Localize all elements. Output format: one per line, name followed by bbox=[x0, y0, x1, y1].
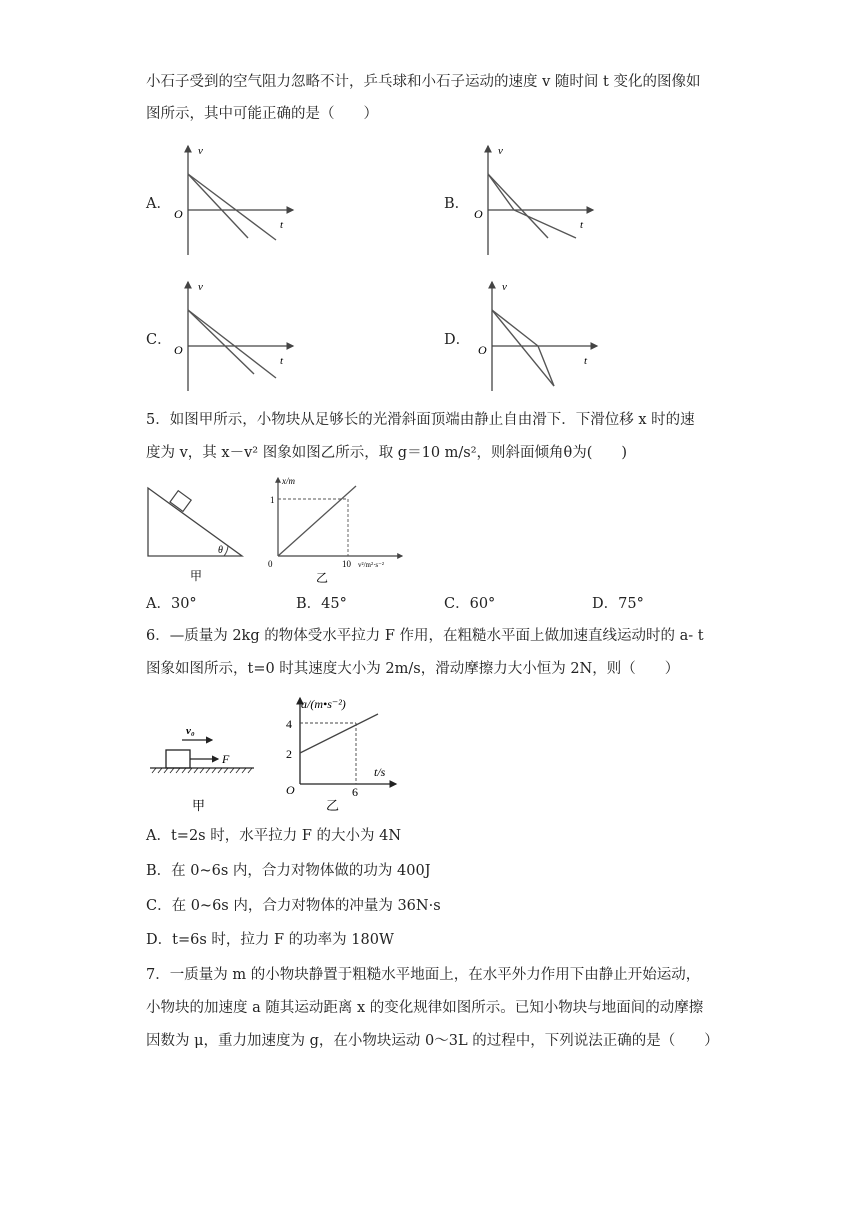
q4-graph-d bbox=[472, 276, 602, 396]
origin-label: O bbox=[474, 207, 483, 221]
data-line bbox=[278, 486, 356, 556]
v-axis-label: v bbox=[498, 145, 503, 157]
t-axis-label: t bbox=[280, 355, 284, 367]
incline-triangle bbox=[148, 488, 242, 556]
v-axis-label: v bbox=[198, 281, 203, 293]
line-steep bbox=[488, 174, 548, 238]
line-two bbox=[188, 310, 276, 378]
line-one bbox=[188, 310, 254, 374]
q5-text-line1: 5．如图甲所示，小物块从足够长的光滑斜面顶端由静止自由滑下．下滑位移 x 时的速 bbox=[146, 412, 695, 428]
data-line bbox=[300, 714, 378, 753]
fig-jia-label: 甲 bbox=[192, 798, 206, 813]
theta-label: θ bbox=[218, 545, 223, 556]
fig-jia-label: 甲 bbox=[190, 569, 203, 583]
t-axis-label: t bbox=[280, 219, 284, 231]
q6-option-a: A．t=2s 时，水平拉力 F 的大小为 4N bbox=[146, 828, 402, 844]
block bbox=[166, 750, 190, 768]
tick-2: 2 bbox=[286, 747, 292, 761]
v0-label: v₀ bbox=[186, 725, 195, 737]
line-curved bbox=[488, 174, 576, 238]
force-label: F bbox=[222, 752, 230, 766]
q6-at-graph bbox=[280, 690, 400, 818]
v-axis-label: v bbox=[198, 145, 203, 157]
q4-graph-b bbox=[468, 140, 598, 260]
q6-block-figure bbox=[146, 718, 258, 816]
q5-option-d: D．75° bbox=[592, 596, 644, 612]
q7-text-line3: 因数为 μ，重力加速度为 g，在小物块运动 0～3L 的过程中，下列说法正确的是（ ） bbox=[146, 1033, 719, 1049]
origin-label: O bbox=[286, 783, 295, 797]
q5-option-a: A．30° bbox=[146, 596, 197, 612]
q4-option-d-label: D． bbox=[444, 332, 471, 348]
origin-label: O bbox=[174, 207, 183, 221]
q4-graph-c bbox=[168, 276, 298, 396]
fig-yi-label: 乙 bbox=[326, 798, 340, 813]
t-axis-label: t/s bbox=[374, 765, 386, 779]
q7-text-line1: 7．一质量为 m 的小物块静置于粗糙水平地面上，在水平外力作用下由静止开始运动， bbox=[146, 967, 701, 983]
q5-xv2-graph bbox=[262, 472, 412, 587]
q4-graph-a bbox=[168, 140, 298, 260]
q4-text-line2: 图所示，其中可能正确的是（ ） bbox=[146, 106, 378, 122]
ground-hatch bbox=[152, 768, 252, 773]
q6-option-d: D．t=6s 时，拉力 F 的功率为 180W bbox=[146, 932, 394, 948]
q5-option-b: B．45° bbox=[296, 596, 347, 612]
tick-4: 4 bbox=[286, 717, 292, 731]
line-straight bbox=[492, 310, 554, 386]
q6-text-line2: 图象如图所示，t=0 时其速度大小为 2m/s，滑动摩擦力大小恒为 2N，则（ ） bbox=[146, 661, 680, 677]
tick-6: 6 bbox=[352, 785, 358, 799]
origin-label: 0 bbox=[268, 559, 273, 569]
origin-label: O bbox=[478, 343, 487, 357]
fig-yi-label: 乙 bbox=[316, 571, 329, 585]
t-axis-label: t bbox=[580, 219, 584, 231]
q5-option-c: C．60° bbox=[444, 596, 496, 612]
origin-label: O bbox=[174, 343, 183, 357]
block bbox=[170, 491, 191, 512]
x-axis-label: x/m bbox=[282, 476, 295, 486]
q5-text-line2: 度为 v，其 x－v² 图象如图乙所示，取 g＝10 m/s²，则斜面倾角θ为( ) bbox=[146, 445, 628, 461]
a-axis-label: a/(m•s⁻²) bbox=[301, 697, 346, 711]
q4-text-line1: 小石子受到的空气阻力忽略不计，乒乓球和小石子运动的速度 v 随时间 t 变化的图像如 bbox=[146, 74, 701, 90]
t-axis-label: t bbox=[584, 355, 588, 367]
q5-incline-figure bbox=[140, 480, 250, 585]
q4-option-a-label: A． bbox=[146, 196, 171, 212]
q6-option-c: C．在 0~6s 内，合力对物体的冲量为 36N·s bbox=[146, 898, 441, 914]
q6-text-line1: 6．—质量为 2kg 的物体受水平拉力 F 作用，在粗糙水平面上做加速直线运动时的 a- t bbox=[146, 628, 704, 644]
line-steep bbox=[188, 174, 248, 238]
v-axis-label: v bbox=[502, 281, 507, 293]
y-tick-1: 1 bbox=[270, 495, 275, 505]
q4-option-c-label: C． bbox=[146, 332, 172, 348]
q4-option-b-label: B． bbox=[444, 196, 470, 212]
x-tick-10: 10 bbox=[342, 559, 351, 569]
q6-option-b: B．在 0~6s 内，合力对物体做的功为 400J bbox=[146, 863, 431, 879]
line-gentle bbox=[188, 174, 276, 240]
q7-text-line2: 小物块的加速度 a 随其运动距离 x 的变化规律如图所示。已知小物块与地面间的动摩擦 bbox=[146, 1000, 704, 1016]
v2-axis-label: v²/m²·s⁻² bbox=[358, 561, 384, 569]
angle-arc bbox=[224, 546, 228, 556]
